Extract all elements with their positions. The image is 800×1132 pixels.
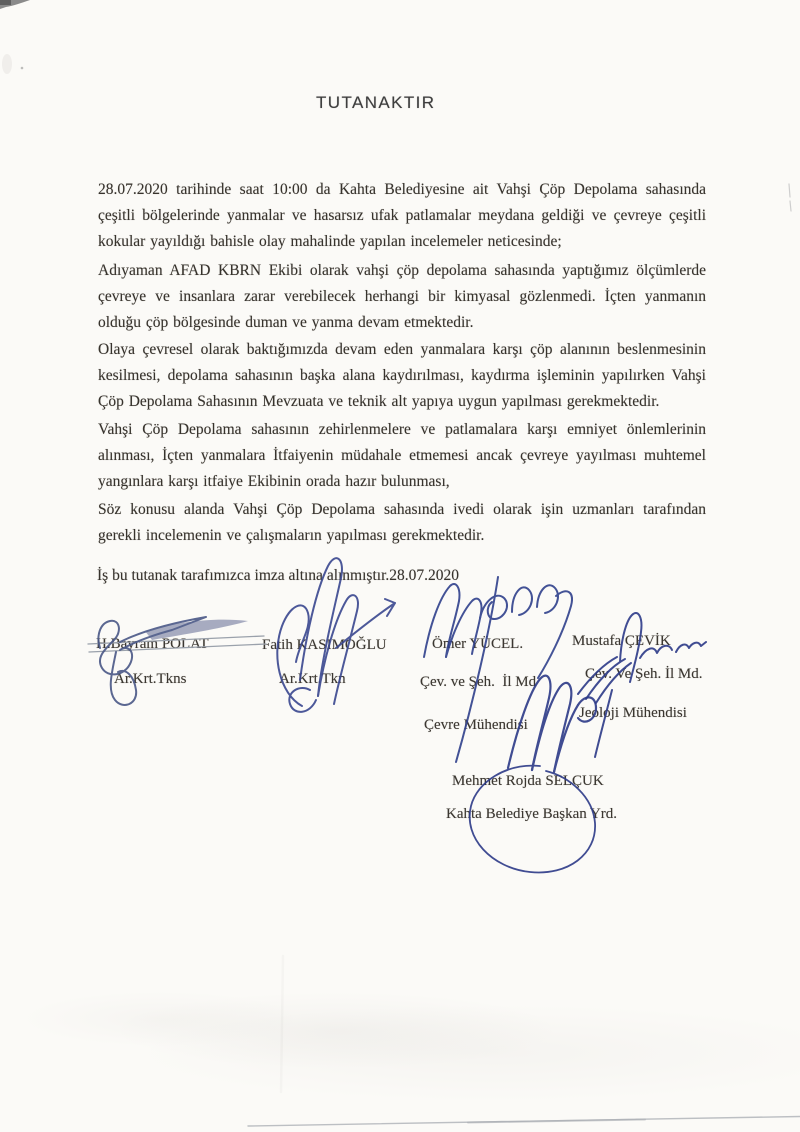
right-edge-mark bbox=[789, 184, 791, 211]
corner-smudge-dark bbox=[0, 0, 11, 5]
faint-blob bbox=[2, 54, 12, 74]
signature-ink-yucel bbox=[424, 577, 572, 762]
document-title: TUTANAKTIR bbox=[316, 93, 436, 112]
paragraph-5: Söz konusu alanda Vahşi Çöp Depolama sahasında ivedi olarak işin uzmanları tarafından gerekli incelemenin ve çalışmaların yapılması gerekmektedir. bbox=[98, 500, 706, 544]
signatory-1-role: Ar.Krt.Tkns bbox=[114, 671, 187, 687]
corner-smudge bbox=[0, 0, 30, 9]
signatory-4-role: Çev. Ve Şeh. İl Md. bbox=[585, 666, 703, 682]
approver-name: Mehmet Rojda SELÇUK bbox=[452, 773, 604, 789]
closing-line: İş bu tutanak tarafımızca imza altına alınmıştır.28.07.2020 bbox=[97, 567, 459, 584]
paragraph-1: 28.07.2020 tarihinde saat 10:00 da Kahta Belediyesine ait Vahşi Çöp Depolama sahasında çeşitli bölgelerinde yanmalar ve hasarsız ufak patlamalar meydana geldiği ve çevreye çeşitli kokular yayıldığı bahisle olay mahalinde yapılan incelemeler neticesinde; bbox=[98, 180, 706, 251]
paragraph-3: Olaya çevresel olarak baktığımızda devam eden yanmalara karşı çöp alanının beslenmesinin kesilmesi, depolama sahasının başka alana kaydırılması, kaydırma işleminin yapılırken Vahşi Çöp Depolama Sahasının Mevzuata ve teknik alt yapıya uygun yapılması gerekmektedir. bbox=[98, 340, 706, 411]
signatory-2-name: Fatih KASIMOĞLU bbox=[262, 637, 387, 653]
signatory-3-name: Ömer YÜCEL. bbox=[432, 636, 524, 652]
signatory-4-name: Mustafa ÇEVİK bbox=[572, 633, 671, 649]
signature-ink-polat bbox=[98, 617, 248, 705]
speck-dot bbox=[21, 67, 24, 70]
bottom-scan-line-dark bbox=[468, 1120, 645, 1123]
signatory-1-name: H.Bayram POLAT bbox=[96, 636, 209, 652]
signatory-3-role: Çev. ve Şeh. İl Md bbox=[420, 674, 537, 690]
signatory-2-role: Ar.Krt.Tkn bbox=[279, 671, 346, 687]
paragraph-2: Adıyaman AFAD KBRN Ekibi olarak vahşi çöp depolama sahasında yaptığımız ölçümlerde çevreye ve insanlara zarar verebilecek herhangi bir kimyasal gözlenmedi. İçten yanmanın olduğu çöp bölgesinde duman ve yanma devam etmektedir. bbox=[98, 261, 706, 332]
bottom-scan-line bbox=[248, 1117, 800, 1127]
paragraph-4: Vahşi Çöp Depolama sahasının zehirlenmelere ve patlamalara karşı emniyet önlemlerinin alınması, İçten yanmalara İtfaiyenin müdahale etmemesi ancak çevreye yayılması muhtemel yangınlara karşı itfaiye Ekibinin orada hazır bulunması, bbox=[98, 420, 706, 491]
faint-vertical-streak bbox=[281, 956, 283, 1092]
approver-role: Kahta Belediye Başkan Yrd. bbox=[446, 806, 618, 822]
signatory-3-role2: Çevre Mühendisi bbox=[424, 717, 528, 733]
signatory-4-role2: Jeoloji Mühendisi bbox=[579, 705, 687, 721]
